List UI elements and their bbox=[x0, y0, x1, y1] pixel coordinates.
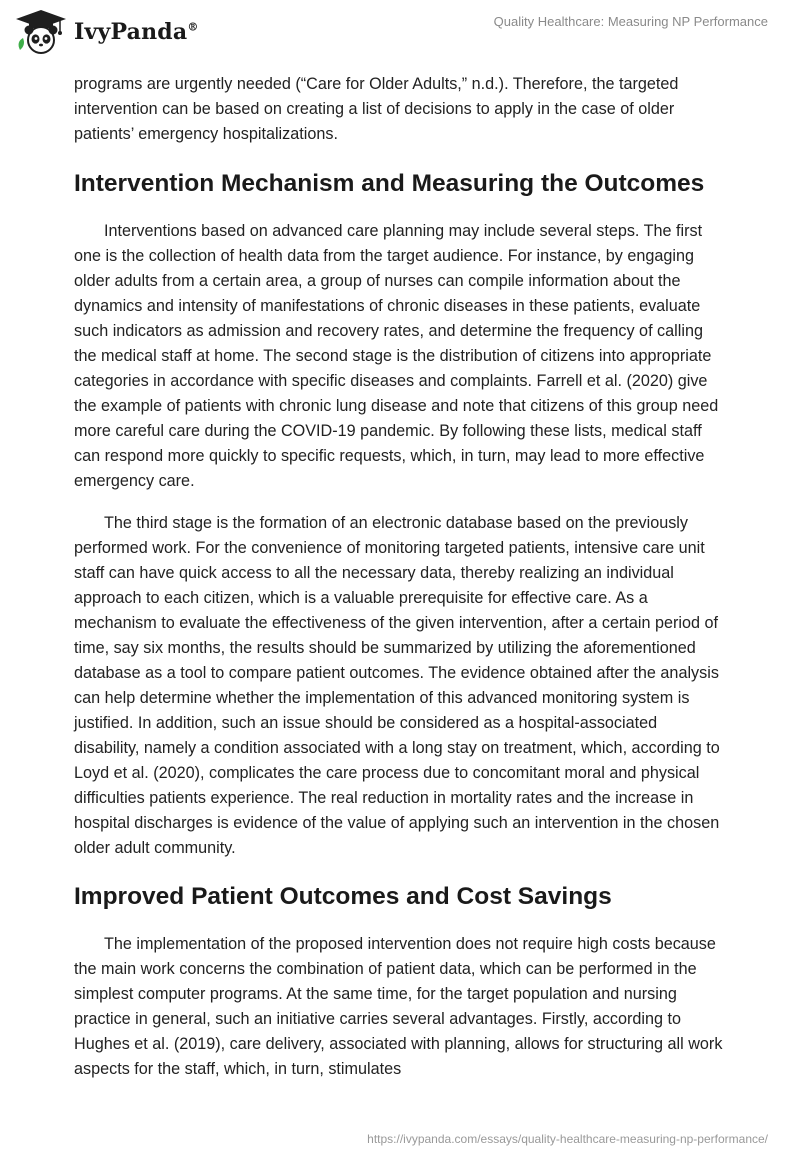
paragraph: The implementation of the proposed intervention does not require high costs because the main work concerns the combination of patient data, which can be performed in the simplest computer programs. At the same time, for the target population and nursing practice in general, such an initiative carries several advantages. Firstly, according to Hughes et al. (2019), care delivery, associated with planning, allows for structuring all work aspects for the staff, which, in turn, stimulates bbox=[74, 935, 723, 1078]
brand-name: IvyPanda® bbox=[74, 19, 199, 45]
paragraph: Interventions based on advanced care planning may include several steps. The first one is the collection of health data from the target audience. For instance, by engaging older adults from a certain area, a group of nurses can compile information about the dynamics and intensity of manifestations of chronic diseases in these patients, evaluate such indicators as admission and recovery rates, and determine the frequency of calling the medical staff at home. The second stage is the distribution of citizens into appropriate categories in accordance with specific diseases and complaints. Farrell et al. (2020) give the example of patients with chronic lung disease and note that citizens of this group need more careful care during the COVID-19 pandemic. By following these lists, medical staff can respond more quickly to specific requests, which, in turn, may lead to more effective emergency care. bbox=[74, 222, 719, 490]
panda-graduate-logo-icon bbox=[14, 8, 68, 56]
source-url[interactable]: https://ivypanda.com/essays/quality-healthcare-measuring-np-performance/ bbox=[367, 1132, 768, 1146]
document-body bbox=[74, 70, 726, 1082]
section-heading-improved-outcomes: Improved Patient Outcomes and Cost Savings bbox=[74, 883, 612, 910]
section-heading-intervention-mechanism: Intervention Mechanism and Measuring the Outcomes bbox=[74, 170, 705, 197]
page-header bbox=[0, 0, 800, 70]
paragraph: The third stage is the formation of an electronic database based on the previously performed work. For the convenience of monitoring targeted patients, intensive care unit staff can have quick access to all the necessary data, thereby realizing an individual approach to each citizen, which is a valuable prerequisite for effective care. As a mechanism to evaluate the effectiveness of the given intervention, after a certain period of time, say six months, the results should be summarized by utilizing the aforementioned database as a tool to compare patient outcomes. The evidence obtained after the analysis can help determine whether the implementation of this advanced monitoring system is justified. In addition, such an issue should be considered as a hospital-associated disability, namely a condition associated with a long stay on treatment, which, according to Loyd et al. (2020), complicates the care process due to concomitant moral and physical difficulties patients experience. The real reduction in mortality rates and the increase in hospital discharges is evidence of the value of applying such an intervention in the chosen older adult community. bbox=[74, 514, 720, 857]
brand-logo[interactable] bbox=[14, 8, 199, 56]
intro-paragraph: programs are urgently needed (“Care for Older Adults,” n.d.). Therefore, the targeted intervention can be based on creating a list of decisions to apply in the case of older patients’ emergency hospitalizations. bbox=[74, 75, 679, 143]
running-title: Quality Healthcare: Measuring NP Performance bbox=[493, 14, 768, 29]
